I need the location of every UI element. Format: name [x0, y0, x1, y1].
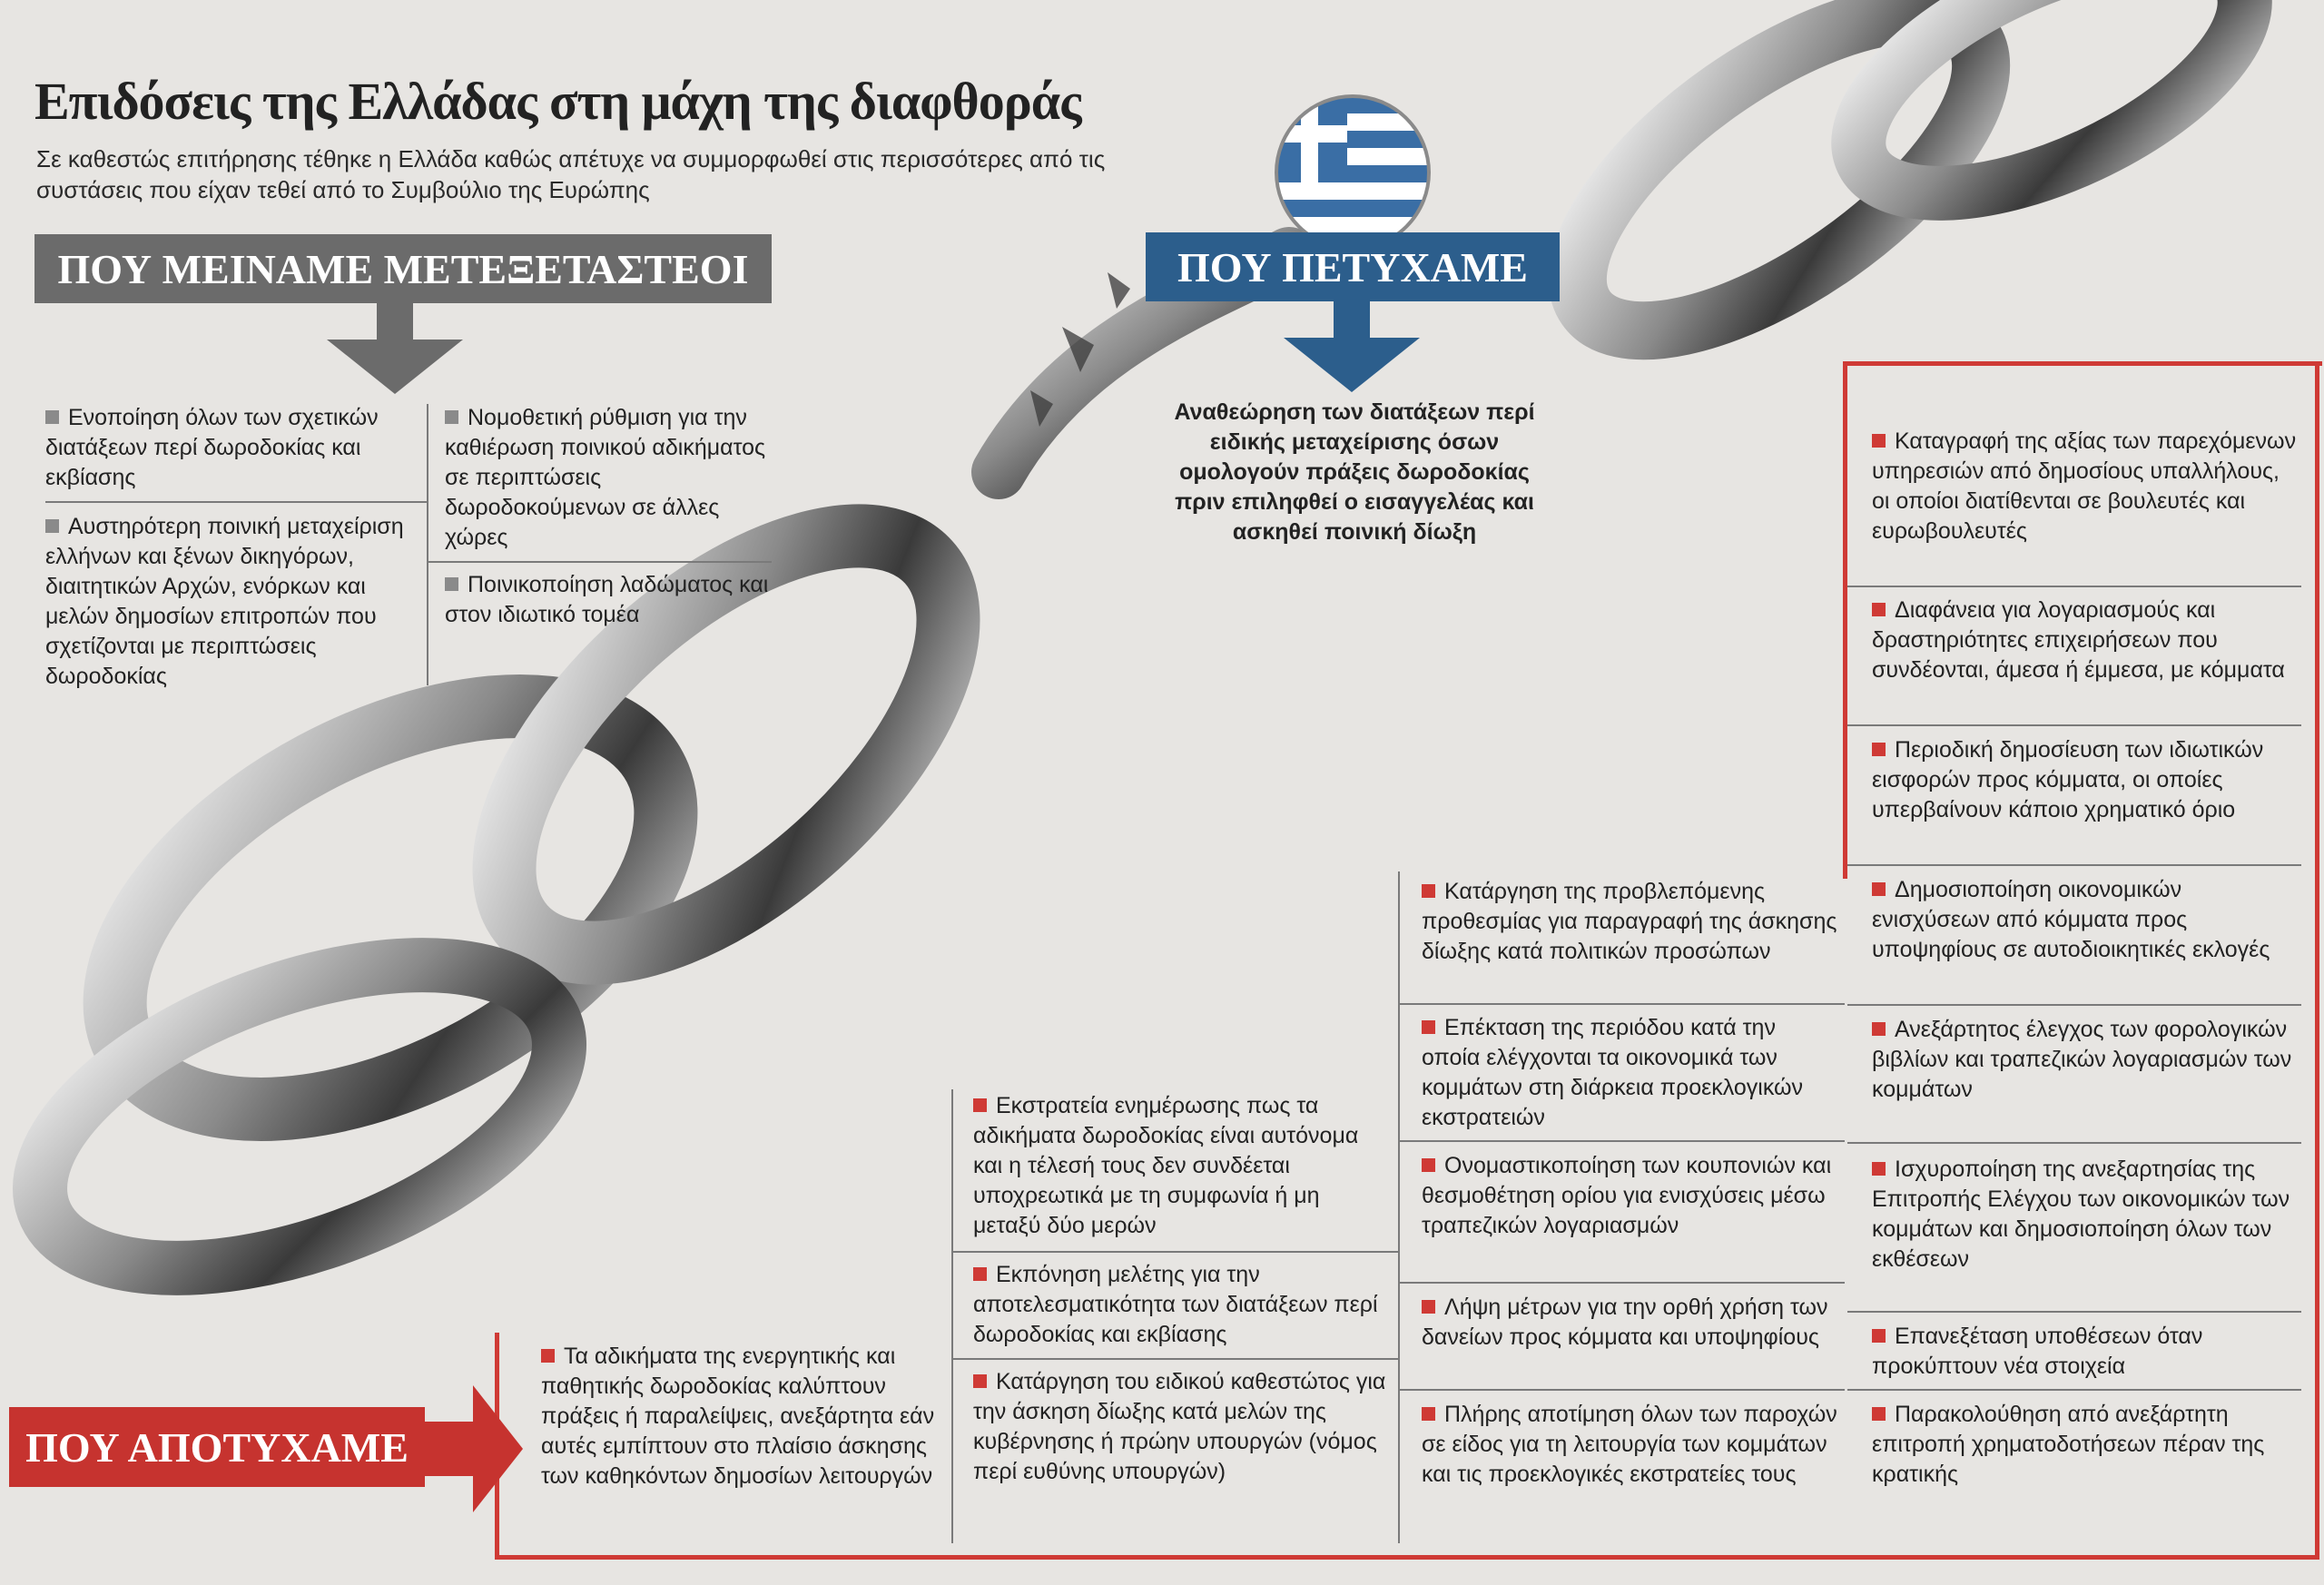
pending-item: Αυστηρότερη ποινική μεταχείριση ελλήνων και ξένων δικηγόρων, διαιτητικών Αρχών, ενόρκων και μελών δημοσίων επιτροπών που σχετίζονται με περιπτώσεις δωροδοκίας: [45, 514, 404, 689]
failure-item: Ισχυροποίηση της ανεξαρτησίας της Επιτροπής Ελέγχου των οικονομικών των κομμάτων και δημοσιοποίηση όλων των εκθέσεων: [1872, 1157, 2290, 1272]
bullet-square-icon: [1422, 1300, 1435, 1314]
failure-item: Επέκταση της περιόδου κατά την οποία ελέγχονται τα οικονομικά των κομμάτων στη διάρκεια προεκλογικών εκστρατειών: [1422, 1015, 1804, 1130]
divider: [427, 404, 428, 685]
failure-item: Εκπόνηση μελέτης για την αποτελεσματικότητα των διατάξεων περί δωροδοκίας και εκβίασης: [973, 1262, 1378, 1347]
divider: [1847, 1004, 2301, 1006]
divider: [45, 501, 427, 503]
bullet-square-icon: [541, 1349, 555, 1363]
divider: [428, 561, 772, 563]
failure-item: Εκστρατεία ενημέρωσης πως τα αδικήματα δωροδοκίας είναι αυτόνομα και η τέλεσή τους δεν συνδέεται υποχρεωτικά με τη συμφωνία ή μη μεταξύ δύο μερών: [973, 1093, 1359, 1238]
failure-banner: ΠΟΥ ΑΠΟΤΥΧΑΜΕ: [9, 1407, 425, 1487]
bullet-square-icon: [1872, 1022, 1886, 1036]
success-text: Αναθεώρηση των διατάξεων περί ειδικής μεταχείρισης όσων ομολογούν πράξεις δωροδοκίας πριν επιληφθεί ο εισαγγελέας και ασκηθεί ποινική δίωξη: [1174, 399, 1535, 545]
bullet-square-icon: [1872, 743, 1886, 756]
failure-frame-left: [1843, 361, 1847, 879]
bullet-square-icon: [445, 577, 458, 591]
bullet-square-icon: [973, 1267, 987, 1281]
success-arrow-icon: [1284, 301, 1420, 392]
failure-item: Λήψη μέτρων για την ορθή χρήση των δανείων προς κόμματα και υποψηφίους: [1422, 1295, 1828, 1350]
bullet-square-icon: [973, 1098, 987, 1112]
failure-frame-bottom: [495, 1555, 2319, 1560]
bullet-square-icon: [1872, 1329, 1886, 1343]
pending-arrow-icon: [327, 303, 463, 394]
pending-item: Νομοθετική ρύθμιση για την καθιέρωση ποινικού αδικήματος σε περιπτώσεις δωροδοκούμενων σε άλλες χώρες: [445, 405, 766, 550]
failure-item: Τα αδικήματα της ενεργητικής και παθητικής δωροδοκίας καλύπτουν πράξεις ή παραλείψεις, ανεξάρτητα εάν αυτές εμπίπτουν στο πλαίσιο άσκησης των καθηκόντων δημοσίων λειτουργών: [541, 1344, 935, 1489]
failure-item: Ονομαστικοποίηση των κουπονιών και θεσμοθέτηση ορίου για ενισχύσεις μέσω τραπεζικών λογαριασμών: [1422, 1153, 1832, 1238]
failure-arrow-icon: [423, 1385, 523, 1512]
bullet-square-icon: [445, 410, 458, 424]
failure-item: Παρακολούθηση από ανεξάρτητη επιτροπή χρηματοδοτήσεων πέραν της κρατικής: [1872, 1402, 2265, 1487]
failure-item: Περιοδική δημοσίευση των ιδιωτικών εισφορών προς κόμματα, οι οποίες υπερβαίνουν κάποιο χρηματικό όριο: [1872, 737, 2264, 822]
failure-item: Πλήρης αποτίμηση όλων των παροχών σε είδος για τη λειτουργία των κομμάτων και τις προεκλογικές εκστρατείες τους: [1422, 1402, 1837, 1487]
divider: [1400, 1389, 1845, 1391]
bullet-square-icon: [1422, 1020, 1435, 1034]
failure-item: Καταγραφή της αξίας των παρεχόμενων υπηρεσιών από δημοσίους υπαλλήλους, οι οποίοι διατίθενται σε βουλευτές και ευρωβουλευτές: [1872, 428, 2297, 544]
bullet-square-icon: [1872, 1162, 1886, 1176]
success-banner: ΠΟΥ ΠΕΤΥΧΑΜΕ: [1146, 232, 1560, 301]
divider: [953, 1358, 1398, 1360]
divider: [1847, 1142, 2301, 1144]
pending-item: Ενοποίηση όλων των σχετικών διατάξεων περί δωροδοκίας και εκβίασης: [45, 405, 379, 490]
divider: [1400, 1003, 1845, 1005]
divider: [1847, 1311, 2301, 1313]
failure-item: Ανεξάρτητος έλεγχος των φορολογικών βιβλίων και τραπεζικών λογαριασμών των κομμάτων: [1872, 1017, 2292, 1102]
pending-banner: ΠΟΥ ΜΕΙΝΑΜΕ ΜΕΤΕΞΕΤΑΣΤΕΟΙ: [34, 234, 772, 303]
bullet-square-icon: [973, 1374, 987, 1388]
failure-item: Επανεξέταση υποθέσεων όταν προκύπτουν νέα στοιχεία: [1872, 1324, 2203, 1379]
divider: [1847, 724, 2301, 726]
failure-frame-top: [1843, 361, 2322, 366]
divider: [1398, 871, 1400, 1543]
bullet-square-icon: [1872, 603, 1886, 616]
divider: [1400, 1140, 1845, 1142]
greek-flag-icon: [1271, 91, 1434, 254]
bullet-square-icon: [45, 519, 59, 533]
page-subtitle: Σε καθεστώς επιτήρησης τέθηκε η Ελλάδα καθώς απέτυχε να συμμορφωθεί στις περισσότερες από τις συστάσεις που είχαν τεθεί από το Συμβούλιο της Ευρώπης: [36, 145, 1106, 203]
bullet-square-icon: [1422, 884, 1435, 898]
divider: [953, 1251, 1398, 1253]
failure-item: Κατάργηση της προβλεπόμενης προθεσμίας για παραγραφή της άσκησης δίωξης κατά πολιτικών προσώπων: [1422, 879, 1837, 964]
divider: [1400, 1282, 1845, 1284]
divider: [1847, 586, 2301, 587]
failure-item: Δημοσιοποίηση οικονομικών ενισχύσεων από κόμματα προς υποψηφίους σε αυτοδιοικητικές εκλογές: [1872, 877, 2270, 962]
bullet-square-icon: [1872, 882, 1886, 896]
failure-item: Διαφάνεια για λογαριασμούς και δραστηριότητες επιχειρήσεων που συνδέονται, άμεσα ή έμμεσα, με κόμματα: [1872, 597, 2285, 683]
pending-item: Ποινικοποίηση λαδώματος και στον ιδιωτικό τομέα: [445, 572, 769, 627]
bullet-square-icon: [45, 410, 59, 424]
bullet-square-icon: [1422, 1407, 1435, 1421]
divider: [1847, 1389, 2301, 1391]
bullet-square-icon: [1872, 434, 1886, 448]
failure-item: Κατάργηση του ειδικού καθεστώτος για την άσκηση δίωξης κατά μελών της κυβέρνησης ή πρώην υπουργών (νόμος περί ευθύνης υπουργών): [973, 1369, 1386, 1484]
failure-frame-right: [2315, 361, 2319, 1560]
divider: [951, 1089, 953, 1543]
page-title: Επιδόσεις της Ελλάδας στη μάχη της διαφθοράς: [34, 72, 1081, 131]
divider: [1847, 864, 2301, 866]
bullet-square-icon: [1872, 1407, 1886, 1421]
bullet-square-icon: [1422, 1158, 1435, 1172]
